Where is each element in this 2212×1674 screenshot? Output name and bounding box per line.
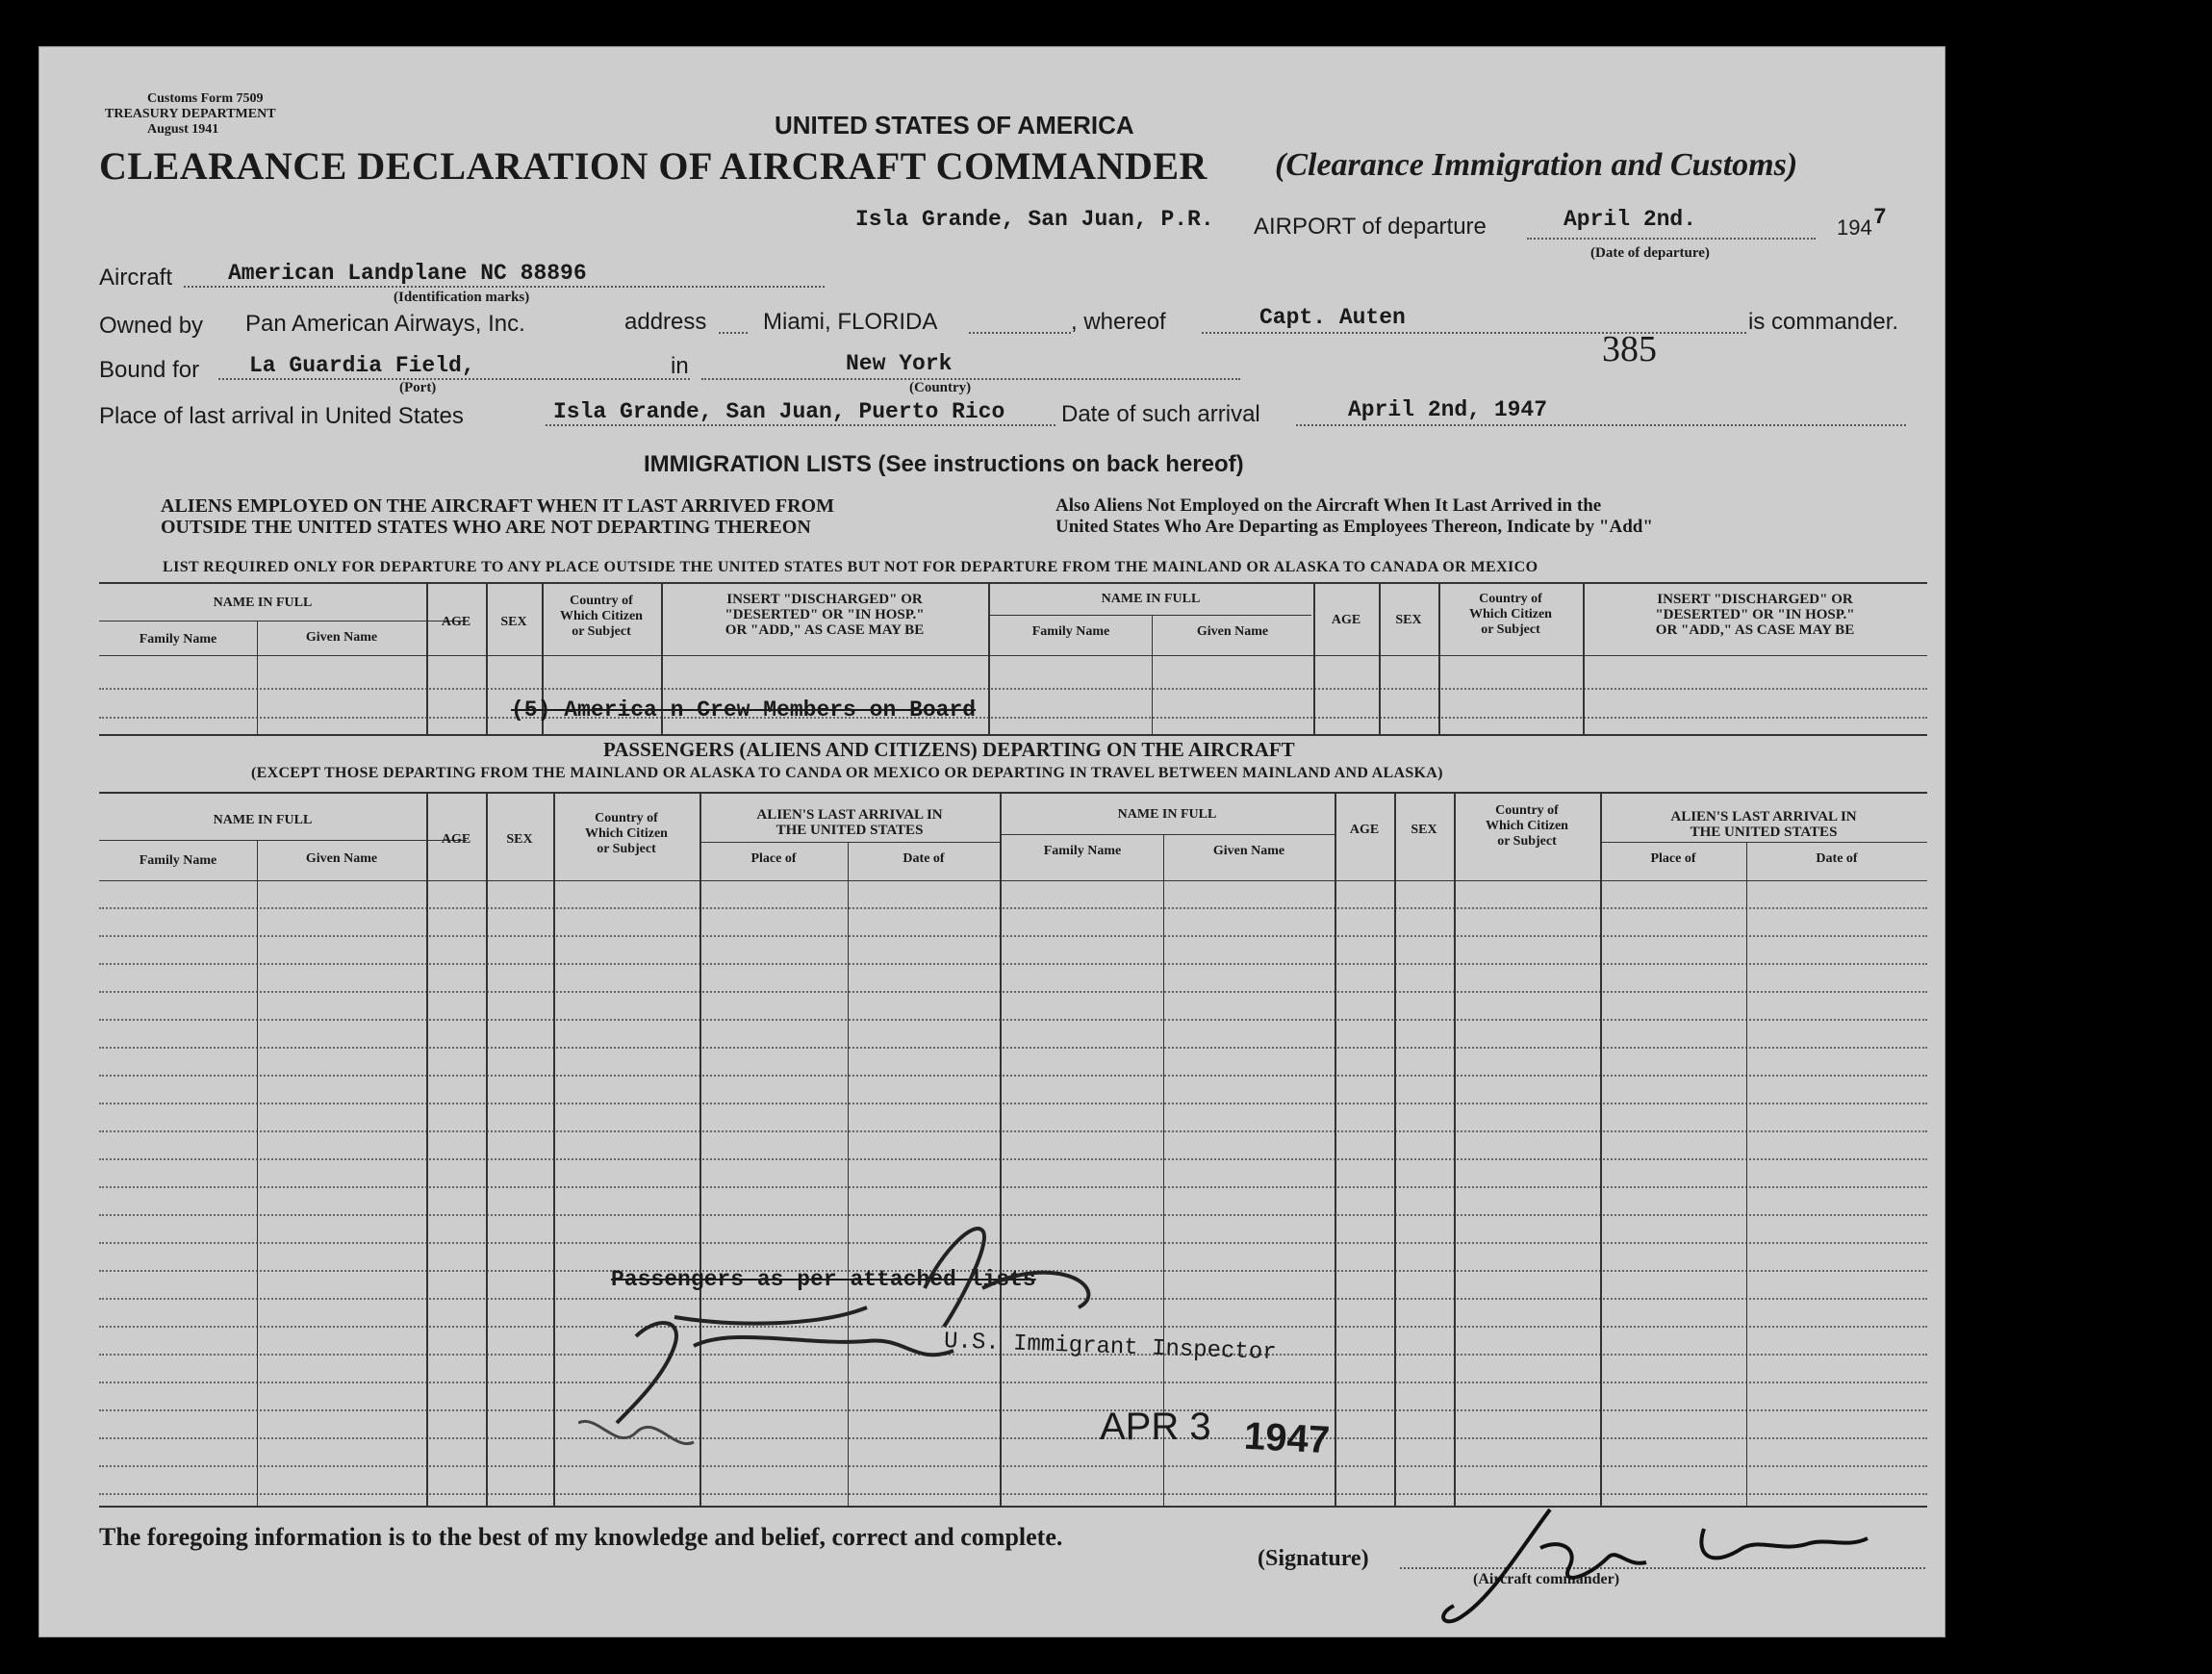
crew-row-line-2 [99,717,1927,719]
airport-label: AIRPORT of departure [1254,214,1487,240]
treasury-dept: TREASURY DEPARTMENT [105,107,276,121]
pass-col-3 [486,792,488,1506]
pass-arrival-header-left [699,807,1000,838]
crew-given-header-left: Given Name [305,630,378,645]
pass-country-header-right-line-1: Country of [1495,803,1559,818]
passengers-note: (EXCEPT THOSE DEPARTING FROM THE MAINLAND OR ALASKA TO CANDA OR MEXICO OR DEPARTING IN TRAVEL BETWEEN MAINLAND AND ALASKA) [251,765,1443,781]
commander-label: is commander. [1748,309,1899,335]
page-subtitle: (Clearance Immigration and Customs) [1275,147,1798,183]
crew-insert-header-left [661,592,988,638]
form-number: Customs Form 7509 [147,91,264,106]
page-title: CLEARANCE DECLARATION OF AIRCRAFT COMMANDER [99,144,1208,188]
crew-row-line-1 [99,688,1927,690]
crew-name-header-left: NAME IN FULL [213,596,313,610]
passenger-row-line [99,907,1927,909]
stamp-date: APR 3 [1100,1406,1211,1448]
address-value: Miami, FLORIDA [763,309,938,335]
passenger-row-line [99,991,1927,993]
country-value: New York [846,351,953,376]
country-heading: UNITED STATES OF AMERICA [775,111,1134,140]
pass-sex-header-right: SEX [1411,823,1437,837]
crew-entry: (5) America n Crew Members on Board [511,698,977,723]
arrival-date-line [1296,424,1906,426]
crew-insert-header-left-line-1: INSERT "DISCHARGED" OR [726,592,923,607]
pass-col-11 [1454,792,1456,1506]
address-line [969,332,1071,334]
arrival-date-value: April 2nd, 1947 [1348,397,1548,422]
crew-age-header-right: AGE [1331,613,1361,627]
pass-arrival-divider-left [699,842,1000,843]
immigration-title: IMMIGRATION LISTS (See instructions on back hereof) [644,451,1244,477]
passenger-row-line [99,963,1927,965]
pass-age-header-right: AGE [1349,823,1380,837]
crew-insert-header-right-line-1: INSERT "DISCHARGED" OR [1657,592,1853,607]
passenger-row-line [99,1158,1927,1160]
year-suffix: 7 [1873,205,1887,230]
pass-family-header-left: Family Name [139,853,217,868]
pass-col-12 [1600,792,1602,1506]
pass-name-header-right: NAME IN FULL [1117,807,1217,822]
pass-col-13 [1746,842,1747,1506]
crew-sex-header-right: SEX [1395,613,1422,627]
owned-value: Pan American Airways, Inc. [245,311,525,337]
pass-col-2 [426,792,428,1506]
crew-country-header-right-line-3: or Subject [1481,622,1540,637]
year-prefix: 194 [1837,216,1872,240]
passenger-row-line [99,1075,1927,1077]
pass-col-4 [553,792,555,1506]
owned-label: Owned by [99,313,204,339]
crew-insert-header-left-line-2: "DESERTED" OR "IN HOSP." [725,607,925,622]
immigration-list-note: LIST REQUIRED ONLY FOR DEPARTURE TO ANY PLACE OUTSIDE THE UNITED STATES BUT NOT FOR DEPARTURE FROM THE MAINLAND OR ALASKA TO CANADA OR MEXICO [163,559,1538,575]
country-caption: (Country) [909,380,972,395]
bound-label: Bound for [99,357,200,383]
crew-header-bottom [99,655,1927,656]
passenger-row-line [99,1130,1927,1132]
passenger-header-bottom [99,880,1927,881]
address-label: address [624,309,707,335]
bound-line [218,378,690,380]
pass-date-header-left: Date of [903,851,945,866]
port-caption: (Port) [399,380,437,395]
crew-country-header-right-line-2: Which Citizen [1469,607,1552,621]
in-label: in [671,353,689,379]
pass-arrival-divider-right [1600,842,1927,843]
crew-age-header-left: AGE [441,615,471,629]
pass-place-header-right: Place of [1650,851,1696,866]
document-number: 385 [1602,329,1657,369]
crew-country-header-left-line-1: Country of [570,594,633,608]
signature-label: (Signature) [1258,1546,1369,1571]
crew-name-header-right: NAME IN FULL [1101,592,1201,606]
passenger-row-line [99,1047,1927,1049]
commander-value: Capt. Auten [1259,305,1406,330]
crew-country-header-left-line-3: or Subject [572,624,631,639]
crew-given-header-right: Given Name [1196,624,1269,639]
passenger-table-top [99,792,1927,794]
pass-date-header-right: Date of [1816,851,1858,866]
pass-arrival-header-left-line-2: THE UNITED STATES [775,823,924,838]
passenger-row-line [99,935,1927,937]
crew-table-bottom [99,734,1927,736]
pass-name-divider-right [1002,834,1335,835]
departure-date: April 2nd. [1564,207,1697,232]
crew-country-header-left [542,594,661,640]
passenger-row-line [99,1103,1927,1104]
crew-table-top [99,582,1927,584]
commander-caption: (Aircraft commander) [1473,1571,1620,1587]
crew-country-header-right [1438,592,1583,638]
crew-country-header-right-line-1: Country of [1479,592,1542,606]
pass-country-header-left [553,811,699,857]
aircraft-value: American Landplane NC 88896 [228,261,587,286]
pass-country-header-left-line-2: Which Citizen [585,826,668,841]
last-arrival-value: Isla Grande, San Juan, Puerto Rico [553,399,1005,424]
passenger-row-line [99,1019,1927,1021]
crew-insert-header-right-line-2: "DESERTED" OR "IN HOSP." [1655,607,1855,622]
immigration-right-note-1: Also Aliens Not Employed on the Aircraft When It Last Arrived in the [1055,495,1602,516]
pass-sex-header-left: SEX [506,832,533,847]
pass-arrival-header-right-line-2: THE UNITED STATES [1690,824,1838,840]
crew-col-9 [1379,582,1381,734]
commander-signature-icon [1415,1490,1896,1635]
pass-age-header-left: AGE [441,832,471,847]
last-arrival-line [546,424,1055,426]
crew-insert-header-right-line-3: OR "ADD," AS CASE MAY BE [1655,622,1855,638]
pass-arrival-header-left-line-1: ALIEN'S LAST ARRIVAL IN [756,807,943,823]
crew-family-header-left: Family Name [139,632,217,647]
crew-family-header-right: Family Name [1031,624,1110,639]
pass-arrival-header-right-line-1: ALIEN'S LAST ARRIVAL IN [1670,809,1857,824]
address-gap-line [719,332,748,334]
pass-country-header-left-line-1: Country of [595,811,658,825]
pass-country-header-left-line-3: or Subject [597,842,656,856]
crew-country-header-left-line-2: Which Citizen [560,609,643,623]
inspector-signature-icon [578,1182,1444,1509]
ident-caption: (Identification marks) [394,290,530,305]
pass-family-header-right: Family Name [1043,844,1122,858]
pass-place-header-left: Place of [750,851,797,866]
pass-given-header-right: Given Name [1212,844,1285,858]
immigration-right-note-2: United States Who Are Departing as Employees Thereon, Indicate by "Add" [1055,517,1653,537]
crew-insert-header-right [1583,592,1927,638]
airport-value: Isla Grande, San Juan, P.R. [855,207,1214,232]
crew-col-2 [426,582,428,734]
arrival-date-label: Date of such arrival [1061,401,1260,427]
bound-value: La Guardia Field, [249,353,475,378]
inspector-caption: U.S. Immigrant Inspector [943,1328,1278,1367]
crew-col-8 [1313,582,1315,734]
whereof-label: , whereof [1071,309,1166,335]
pass-arrival-header-right [1600,809,1927,840]
passengers-entry: Passengers as per attached lists [611,1267,1036,1292]
pass-country-header-right [1454,803,1600,850]
departure-date-line [1527,238,1816,240]
passengers-title: PASSENGERS (ALIENS AND CITIZENS) DEPARTING ON THE AIRCRAFT [603,738,1295,761]
pass-name-header-left: NAME IN FULL [213,813,313,827]
pass-given-header-left: Given Name [305,851,378,866]
crew-col-3 [486,582,488,734]
commander-line [1202,332,1746,334]
aircraft-line [184,286,825,288]
last-arrival-label: Place of last arrival in United States [99,403,464,429]
immigration-left-note-1: ALIENS EMPLOYED ON THE AIRCRAFT WHEN IT LAST ARRIVED FROM [161,495,834,517]
pass-name-divider-left [99,840,467,841]
stamp-year: 1947 [1242,1414,1332,1462]
crew-insert-header-left-line-3: OR "ADD," AS CASE MAY BE [725,622,925,638]
pass-col-1 [257,840,258,1506]
document-page [38,46,1945,1637]
immigration-left-note-2: OUTSIDE THE UNITED STATES WHO ARE NOT DEPARTING THEREON [161,517,811,538]
aircraft-label: Aircraft [99,265,173,291]
pass-country-header-right-line-3: or Subject [1497,834,1557,849]
crew-sex-header-left: SEX [500,615,527,629]
certification-text: The foregoing information is to the best of my knowledge and belief, correct and complete. [99,1523,1063,1551]
date-caption: (Date of departure) [1590,245,1710,261]
crew-name-divider-right [990,615,1311,616]
pass-country-header-right-line-2: Which Citizen [1486,819,1568,833]
form-date: August 1941 [147,122,219,137]
